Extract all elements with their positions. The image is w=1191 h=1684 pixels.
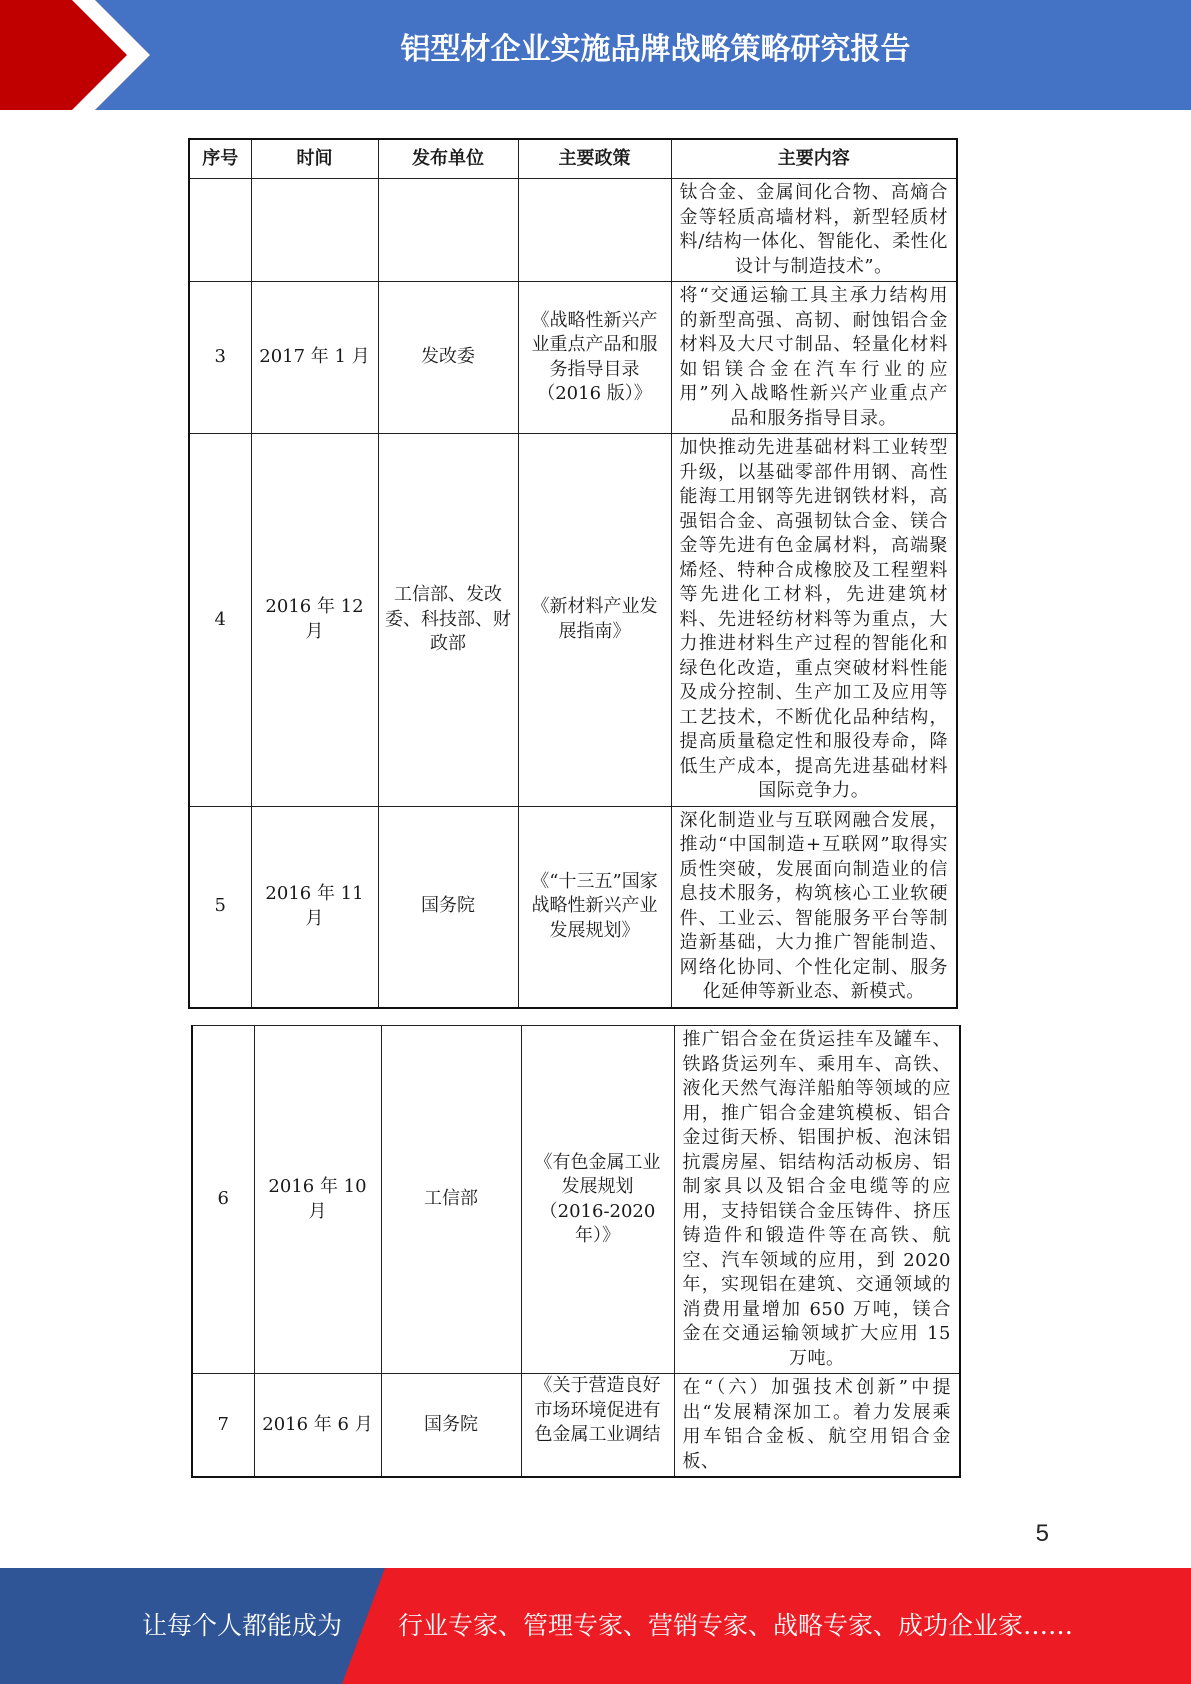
cell-no: 3 [189, 282, 251, 434]
cell-policy: 《新材料产业发展指南》 [518, 434, 671, 807]
column-header-content: 主要内容 [671, 139, 957, 179]
footer-slogan-right: 行业专家、管理专家、营销专家、战略专家、成功企业家…… [398, 1611, 1074, 1640]
cell-policy: 《有色金属工业发展规划（2016-2020 年）》 [521, 1026, 674, 1374]
cell-policy: 《战略性新兴产业重点产品和服务指导目录（2016 版）》 [518, 282, 671, 434]
column-header-issuer: 发布单位 [378, 139, 518, 179]
page-footer [0, 1568, 1191, 1684]
footer-slogan-left: 让每个人都能成为 [142, 1611, 343, 1640]
column-header-policy: 主要政策 [518, 139, 671, 179]
cell-no: 4 [189, 434, 251, 807]
red-chevron-decoration [0, 0, 150, 110]
table-row [192, 1374, 960, 1478]
cell-date: 2016 年 10 月 [254, 1026, 381, 1374]
table-row [189, 806, 957, 1008]
cell-date: 2016 年 12 月 [251, 434, 378, 807]
cell-content: 在“（六）加强技术创新”中提出“发展精深加工。着力发展乘用车铝合金板、航空用铝合金板、 [674, 1374, 960, 1478]
page-header [0, 0, 1191, 110]
cell-no [189, 179, 251, 282]
cell-date: 2016 年 11 月 [251, 806, 378, 1008]
policy-table-part1 [188, 138, 958, 1009]
table-row [189, 434, 957, 807]
table-row [189, 282, 957, 434]
cell-policy: 《关于营造良好市场环境促进有色金属工业调结 [521, 1374, 674, 1478]
cell-no: 7 [192, 1374, 254, 1478]
column-header-date: 时间 [251, 139, 378, 179]
cell-issuer: 发改委 [378, 282, 518, 434]
report-title: 铝型材企业实施品牌战略策略研究报告 [400, 32, 911, 67]
cell-issuer: 国务院 [381, 1374, 521, 1478]
cell-issuer: 工信部、发改委、科技部、财政部 [378, 434, 518, 807]
cell-no: 5 [189, 806, 251, 1008]
cell-policy: 《“十三五”国家战略性新兴产业发展规划》 [518, 806, 671, 1008]
cell-content: 推广铝合金在货运挂车及罐车、铁路货运列车、乘用车、高铁、液化天然气海洋船舶等领域的应用，推广铝合金建筑模板、铝合金过街天桥、铝围护板、泡沫铝抗震房屋、铝结构活动板房、铝制家具以及铝合金电缆等的应用，支持铝镁合金压铸件、挤压铸造件和锻造件等在高铁、航空、汽车领域的应用，到 2020 年，实现铝在建筑、交通领域的消费用量增加 650 万吨，镁合金在交通运输领域扩大应用 15 万吨。 [674, 1026, 960, 1374]
cell-issuer: 工信部 [381, 1026, 521, 1374]
table-row [189, 179, 957, 282]
table-row [192, 1026, 960, 1374]
cell-date [251, 179, 378, 282]
cell-content: 深化制造业与互联网融合发展，推动“中国制造+互联网”取得实质性突破，发展面向制造业的信息技术服务，构筑核心工业软硬件、工业云、智能服务平台等制造新基础，大力推广智能制造、网络化协同、个性化定制、服务化延伸等新业态、新模式。 [671, 806, 957, 1008]
column-header-no: 序号 [189, 139, 251, 179]
table-header-row [189, 139, 957, 179]
cell-no: 6 [192, 1026, 254, 1374]
policy-table-part2 [191, 1025, 961, 1478]
cell-content: 钛合金、金属间化合物、高熵合金等轻质高墙材料，新型轻质材料/结构一体化、智能化、柔性化设计与制造技术”。 [671, 179, 957, 282]
cell-date: 2017 年 1 月 [251, 282, 378, 434]
cell-policy [518, 179, 671, 282]
page-number: 5 [1035, 1520, 1049, 1547]
cell-date: 2016 年 6 月 [254, 1374, 381, 1478]
cell-content: 加快推动先进基础材料工业转型升级，以基础零部件用钢、高性能海工用钢等先进钢铁材料，高强铝合金、高强韧钛合金、镁合金等先进有色金属材料，高端聚烯烃、特种合成橡胶及工程塑料等先进化工材料，先进建筑材料、先进轻纺材料等为重点，大力推进材料生产过程的智能化和绿色化改造，重点突破材料性能及成分控制、生产加工及应用等工艺技术，不断优化品种结构，提高质量稳定性和服役寿命，降低生产成本，提高先进基础材料国际竞争力。 [671, 434, 957, 807]
cell-issuer [378, 179, 518, 282]
cell-content: 将“交通运输工具主承力结构用的新型高强、高韧、耐蚀铝合金材料及大尺寸制品、轻量化材料如铝镁合金在汽车行业的应用”列入战略性新兴产业重点产品和服务指导目录。 [671, 282, 957, 434]
cell-issuer: 国务院 [378, 806, 518, 1008]
